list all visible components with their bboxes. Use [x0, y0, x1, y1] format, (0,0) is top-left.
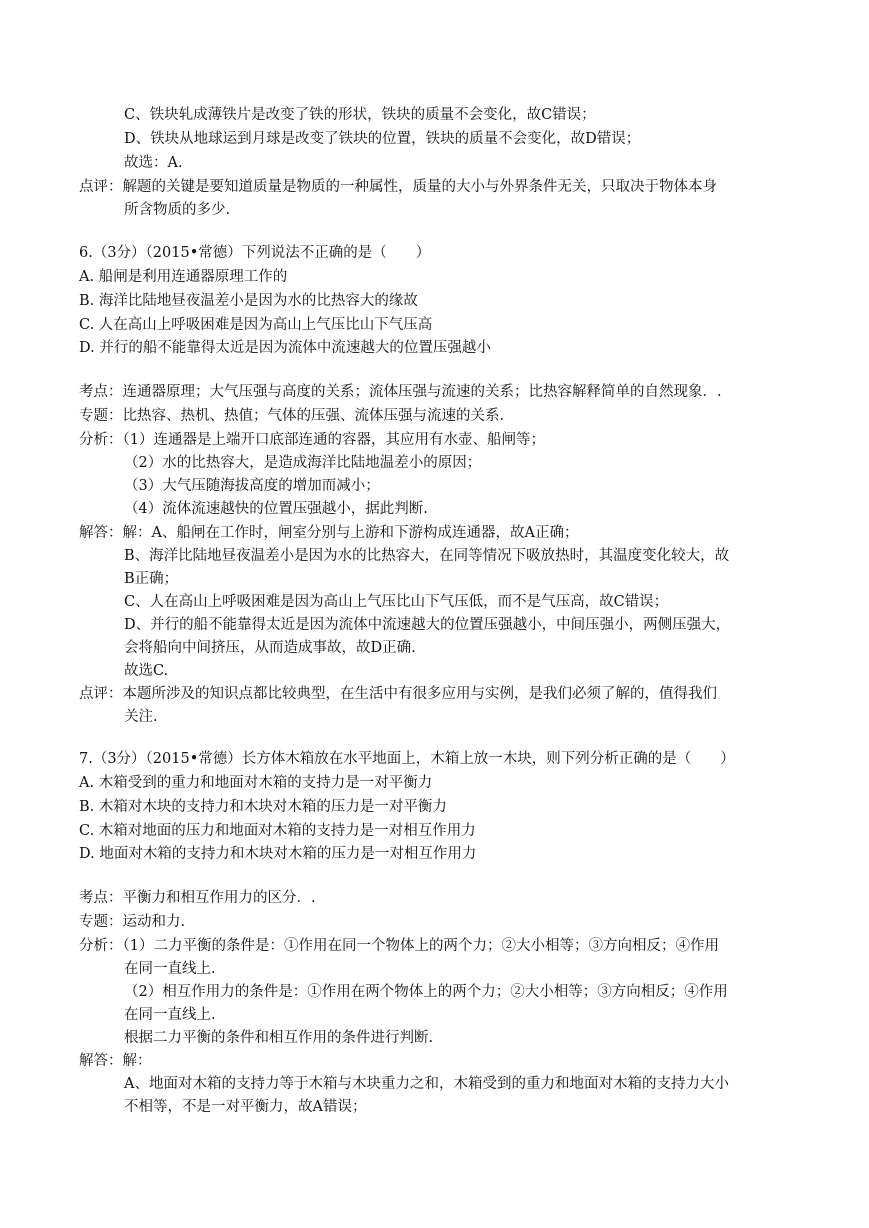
- text-line: D、并行的船不能靠得太近是因为流体中流速越大的位置压强越小，中间压强小，两侧压强大，: [124, 617, 731, 633]
- option-b: B. 木箱对木块的支持力和木块对木箱的压力是一对平衡力: [79, 799, 447, 815]
- option-b: B. 海洋比陆地昼夜温差小是因为水的比热容大的缘故: [79, 293, 418, 309]
- text-line: 会将船向中间挤压，从而造成事故，故D正确.: [124, 640, 416, 656]
- text-line: 不相等，不是一对平衡力，故A错误；: [124, 1099, 367, 1115]
- text-line: 点评：本题所涉及的知识点都比较典型，在生活中有很多应用与实例，是我们必须了解的，值得我们: [79, 686, 717, 702]
- text-line: 解答：解：: [79, 1053, 152, 1069]
- text-line: 点评：解题的关键是要知道质量是物质的一种属性，质量的大小与外界条件无关，只取决于物体本身: [79, 179, 717, 195]
- text-line: 故选C.: [124, 663, 169, 679]
- text-line: （4）流体流速越快的位置压强越小，据此判断.: [124, 501, 428, 517]
- option-a: A. 木箱受到的重力和地面对木箱的支持力是一对平衡力: [79, 775, 433, 791]
- text-line: 根据二力平衡的条件和相互作用的条件进行判断.: [124, 1030, 434, 1046]
- text-line: C、铁块轧成薄铁片是改变了铁的形状，铁块的质量不会变化，故C错误；: [124, 107, 596, 123]
- text-line: 分析：（1）二力平衡的条件是：①作用在同一个物体上的两个力；②大小相等；③方向相反；④作用: [79, 938, 719, 954]
- text-line: 所含物质的多少.: [124, 202, 231, 218]
- option-a: A. 船闸是利用连通器原理工作的: [79, 269, 288, 285]
- text-line: 专题：运动和力.: [79, 914, 186, 930]
- question-7-stem: 7.（3分）（2015•常德）长方体木箱放在水平地面上，木箱上放一木块，则下列分析正确的是（ ）: [79, 751, 735, 767]
- text-line: 解答：解：A、船闸在工作时，闸室分别与上游和下游构成连通器，故A正确；: [79, 525, 579, 541]
- text-line: A、地面对木箱的支持力等于木箱与木块重力之和，木箱受到的重力和地面对木箱的支持力大小: [124, 1076, 729, 1092]
- option-d: D. 并行的船不能靠得太近是因为流体中流速越大的位置压强越小: [79, 340, 491, 356]
- text-line: 故选：A.: [124, 155, 183, 171]
- text-line: （3）大气压随海拔高度的增加而减小；: [124, 478, 380, 494]
- question-6-stem: 6.（3分）（2015•常德）下列说法不正确的是（ ）: [79, 245, 431, 261]
- text-line: 在同一直线上.: [124, 961, 216, 977]
- text-line: 分析：（1）连通器是上端开口底部连通的容器，其应用有水壶、船闸等；: [79, 432, 545, 448]
- option-d: D. 地面对木箱的支持力和木块对木箱的压力是一对相互作用力: [79, 846, 477, 862]
- text-line: 考点：平衡力和相互作用力的区分．.: [79, 890, 316, 906]
- text-line: C、人在高山上呼吸困难是因为高山上气压比山下气压低，而不是气压高，故C错误；: [124, 594, 669, 610]
- text-line: 关注.: [124, 709, 158, 725]
- option-c: C. 人在高山上呼吸困难是因为高山上气压比山下气压高: [79, 317, 433, 333]
- option-c: C. 木箱对地面的压力和地面对木箱的支持力是一对相互作用力: [79, 823, 476, 839]
- text-line: 考点：连通器原理；大气压强与高度的关系；流体压强与流速的关系；比热容解释简单的自然现象．.: [79, 384, 722, 400]
- text-line: B正确；: [124, 571, 179, 587]
- text-line: B、海洋比陆地昼夜温差小是因为水的比热容大，在同等情况下吸放热时，其温度变化较大，故: [124, 548, 730, 564]
- text-line: （2）水的比热容大，是造成海洋比陆地温差小的原因；: [124, 455, 482, 471]
- text-line: D、铁块从地球运到月球是改变了铁块的位置，铁块的质量不会变化，故D错误；: [124, 131, 641, 147]
- text-line: 专题：比热容、热机、热值；气体的压强、流体压强与流速的关系.: [79, 408, 505, 424]
- text-line: （2）相互作用力的条件是：①作用在两个物体上的两个力；②大小相等；③方向相反；④作用: [124, 984, 728, 1000]
- text-line: 在同一直线上.: [124, 1007, 216, 1023]
